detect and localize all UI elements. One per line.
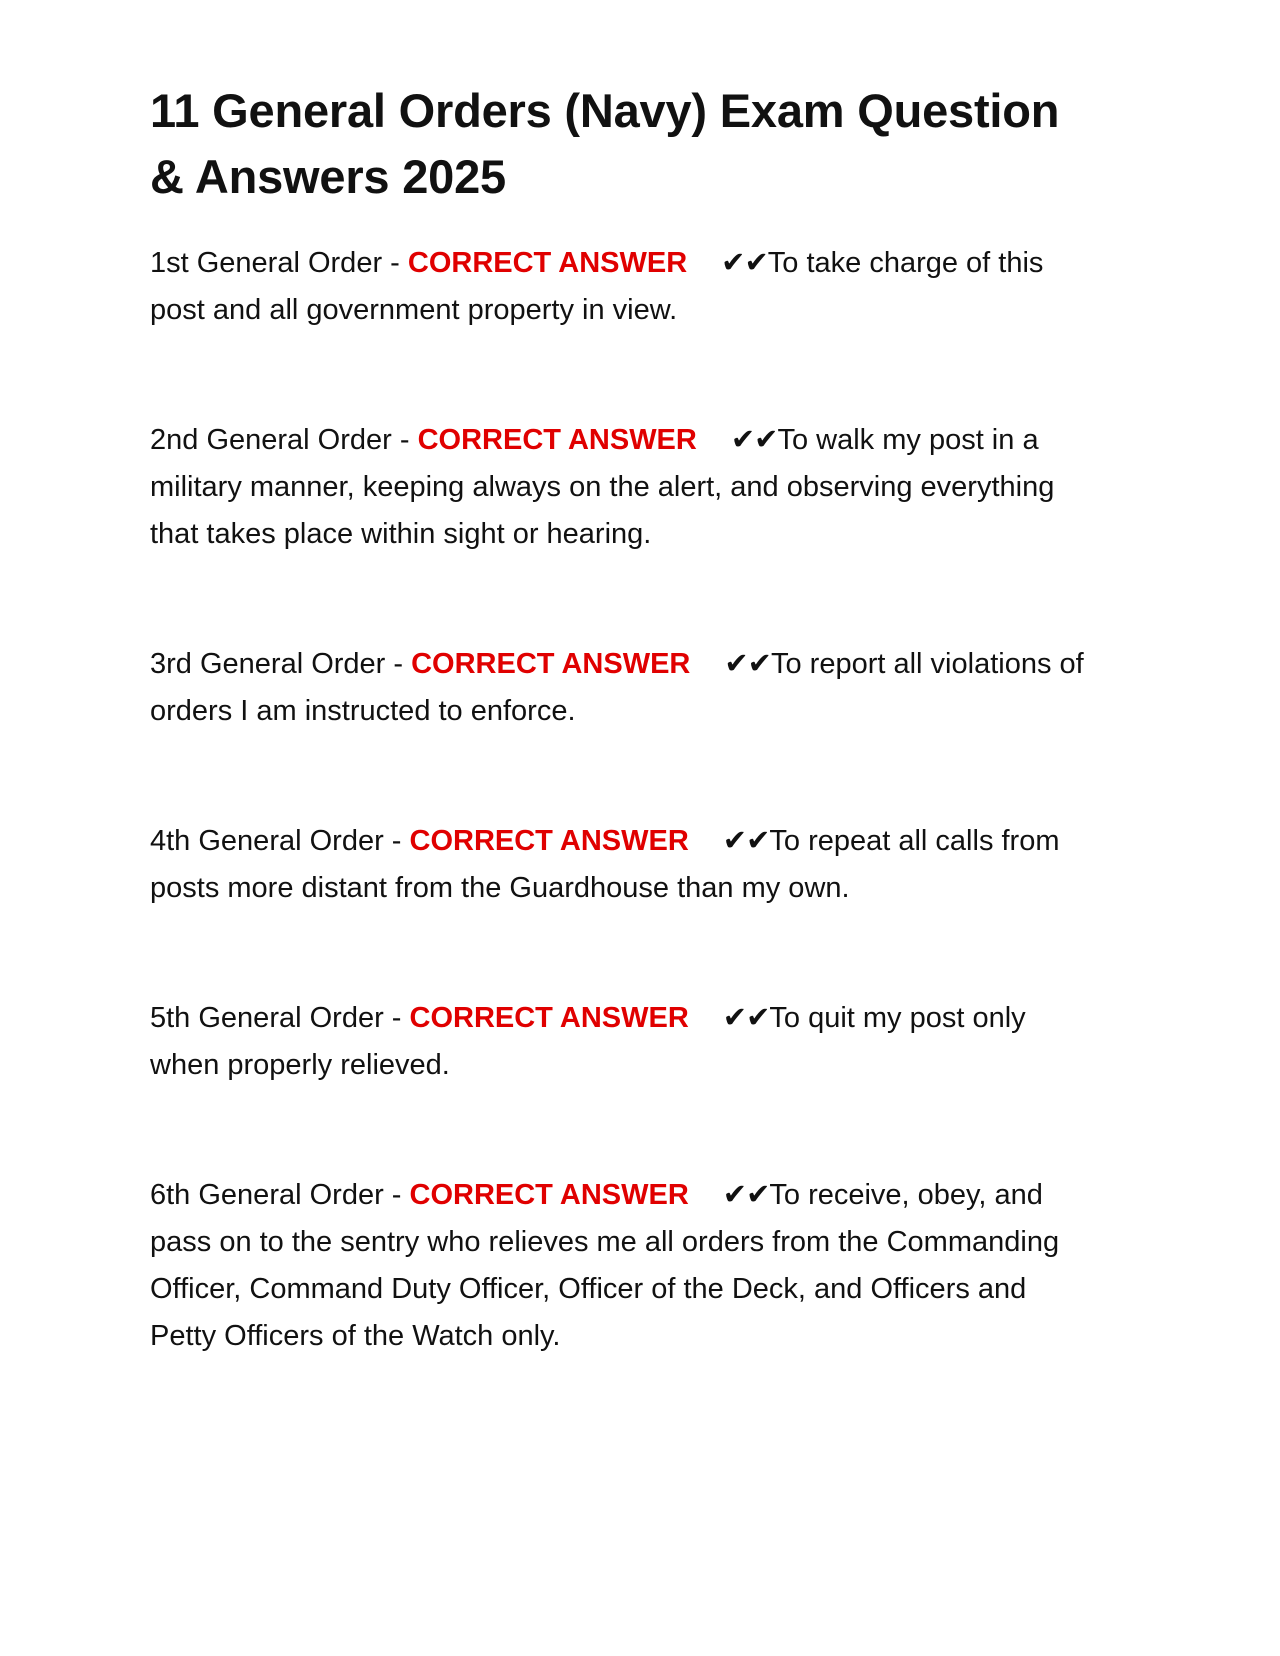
check-marks-icon: ✔✔ (722, 825, 770, 857)
answer-text: To take charge of this post and all government property in view. (150, 247, 1044, 326)
qa-item (150, 417, 1100, 558)
answer-text: To walk my post in a military manner, keeping always on the alert, and observing everything that takes place within sight or hearing. (150, 424, 1055, 550)
answer-text: To repeat all calls from posts more distant from the Guardhouse than my own. (150, 825, 1060, 904)
separator: - (383, 1179, 410, 1211)
correct-answer-label: CORRECT ANSWER (409, 825, 689, 857)
correct-answer-label: CORRECT ANSWER (417, 424, 697, 456)
separator: - (382, 247, 408, 279)
question-text: 2nd General Order (150, 424, 392, 456)
answer-text: To report all violations of orders I am instructed to enforce. (150, 648, 1084, 727)
question-text: 3rd General Order (150, 648, 386, 680)
check-marks-icon: ✔✔ (721, 247, 768, 279)
answer-text: To quit my post only when properly relieved. (150, 1002, 1026, 1081)
qa-item (150, 995, 1100, 1089)
answer-text: To receive, obey, and pass on to the sentry who relieves me all orders from the Commanding Officer, Command Duty Officer, Officer of the Deck, and Officers and Petty Officers of the Watch only. (150, 1179, 1060, 1352)
separator: - (385, 648, 412, 680)
qa-item (150, 641, 1100, 735)
check-marks-icon: ✔✔ (724, 648, 771, 680)
qa-item (150, 1172, 1100, 1360)
question-text: 1st General Order (150, 247, 383, 279)
separator: - (383, 825, 410, 857)
document-title: 11 General Orders (Navy) Exam Question & Answers 2025 (150, 84, 1060, 203)
check-marks-icon: ✔✔ (722, 1179, 770, 1211)
qa-list (150, 240, 1100, 1360)
correct-answer-label: CORRECT ANSWER (407, 247, 688, 279)
separator: - (383, 1002, 410, 1034)
separator: - (391, 424, 418, 456)
qa-item (150, 818, 1100, 912)
check-marks-icon: ✔✔ (730, 424, 778, 456)
correct-answer-label: CORRECT ANSWER (409, 1179, 689, 1211)
question-text: 4th General Order (150, 825, 384, 857)
check-marks-icon: ✔✔ (722, 1002, 770, 1034)
correct-answer-label: CORRECT ANSWER (411, 648, 691, 680)
correct-answer-label: CORRECT ANSWER (409, 1002, 689, 1034)
qa-item (150, 240, 1100, 334)
question-text: 5th General Order (150, 1002, 384, 1034)
question-text: 6th General Order (150, 1179, 384, 1211)
